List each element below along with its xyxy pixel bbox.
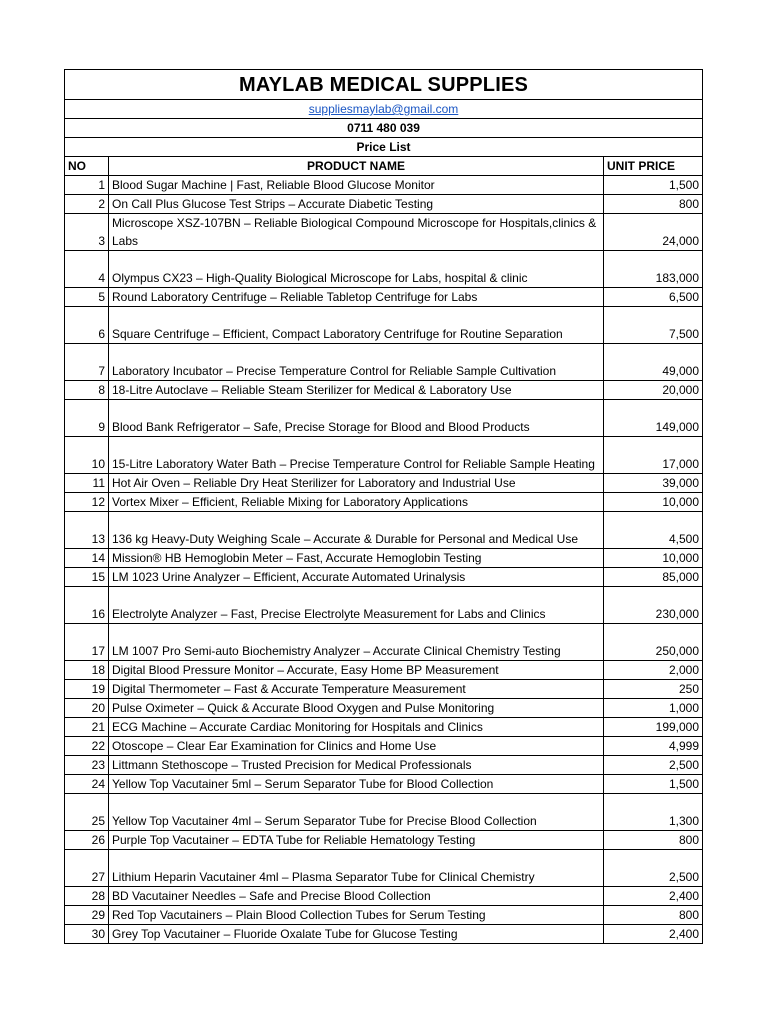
unit-price: 4,999 — [604, 737, 703, 756]
unit-price: 800 — [604, 195, 703, 214]
row-number: 16 — [65, 587, 109, 624]
unit-price: 39,000 — [604, 474, 703, 493]
unit-price: 7,500 — [604, 307, 703, 344]
table-row — [65, 587, 703, 624]
unit-price: 85,000 — [604, 568, 703, 587]
table-row — [65, 794, 703, 831]
table-row — [65, 925, 703, 944]
product-name: Digital Thermometer – Fast & Accurate Temperature Measurement — [109, 680, 604, 699]
product-name: Round Laboratory Centrifuge – Reliable Tabletop Centrifuge for Labs — [109, 288, 604, 307]
table-row — [65, 195, 703, 214]
table-row — [65, 887, 703, 906]
unit-price: 1,300 — [604, 794, 703, 831]
product-name: Olympus CX23 – High-Quality Biological Microscope for Labs, hospital & clinic — [109, 251, 604, 288]
table-row — [65, 549, 703, 568]
unit-price: 20,000 — [604, 381, 703, 400]
product-name: Hot Air Oven – Reliable Dry Heat Sterilizer for Laboratory and Industrial Use — [109, 474, 604, 493]
row-number: 5 — [65, 288, 109, 307]
table-row — [65, 214, 703, 251]
row-number: 12 — [65, 493, 109, 512]
unit-price: 183,000 — [604, 251, 703, 288]
column-header-product-name: PRODUCT NAME — [109, 157, 604, 176]
price-list-heading: Price List — [65, 138, 703, 157]
row-number: 19 — [65, 680, 109, 699]
row-number: 17 — [65, 624, 109, 661]
table-row — [65, 288, 703, 307]
table-row — [65, 400, 703, 437]
row-number: 11 — [65, 474, 109, 493]
column-header-row — [65, 157, 703, 176]
product-name: 136 kg Heavy-Duty Weighing Scale – Accurate & Durable for Personal and Medical Use — [109, 512, 604, 549]
unit-price: 17,000 — [604, 437, 703, 474]
unit-price: 10,000 — [604, 549, 703, 568]
row-number: 14 — [65, 549, 109, 568]
product-name: LM 1023 Urine Analyzer – Efficient, Accurate Automated Urinalysis — [109, 568, 604, 587]
unit-price: 2,500 — [604, 756, 703, 775]
table-row — [65, 756, 703, 775]
product-name: Purple Top Vacutainer – EDTA Tube for Reliable Hematology Testing — [109, 831, 604, 850]
product-name: Square Centrifuge – Efficient, Compact Laboratory Centrifuge for Routine Separation — [109, 307, 604, 344]
row-number: 10 — [65, 437, 109, 474]
email-row — [65, 100, 703, 119]
product-name: LM 1007 Pro Semi-auto Biochemistry Analyzer – Accurate Clinical Chemistry Testing — [109, 624, 604, 661]
unit-price: 2,000 — [604, 661, 703, 680]
unit-price: 6,500 — [604, 288, 703, 307]
product-name: Yellow Top Vacutainer 5ml – Serum Separator Tube for Blood Collection — [109, 775, 604, 794]
row-number: 28 — [65, 887, 109, 906]
unit-price: 199,000 — [604, 718, 703, 737]
row-number: 29 — [65, 906, 109, 925]
row-number: 15 — [65, 568, 109, 587]
unit-price: 230,000 — [604, 587, 703, 624]
product-name: Microscope XSZ-107BN – Reliable Biological Compound Microscope for Hospitals,clinics & Labs — [109, 214, 604, 251]
product-name: Lithium Heparin Vacutainer 4ml – Plasma Separator Tube for Clinical Chemistry — [109, 850, 604, 887]
title-row — [65, 70, 703, 100]
row-number: 1 — [65, 176, 109, 195]
unit-price: 250,000 — [604, 624, 703, 661]
row-number: 30 — [65, 925, 109, 944]
row-number: 20 — [65, 699, 109, 718]
product-name: Blood Sugar Machine | Fast, Reliable Blood Glucose Monitor — [109, 176, 604, 195]
unit-price: 2,500 — [604, 850, 703, 887]
email-link[interactable]: suppliesmaylab@gmail.com — [308, 102, 459, 116]
row-number: 22 — [65, 737, 109, 756]
row-number: 3 — [65, 214, 109, 251]
row-number: 25 — [65, 794, 109, 831]
table-row — [65, 831, 703, 850]
row-number: 6 — [65, 307, 109, 344]
unit-price: 250 — [604, 680, 703, 699]
product-name: Blood Bank Refrigerator – Safe, Precise Storage for Blood and Blood Products — [109, 400, 604, 437]
product-name: Red Top Vacutainers – Plain Blood Collection Tubes for Serum Testing — [109, 906, 604, 925]
subtitle-row — [65, 138, 703, 157]
product-name: BD Vacutainer Needles – Safe and Precise Blood Collection — [109, 887, 604, 906]
price-list-sheet — [64, 69, 702, 944]
table-row — [65, 680, 703, 699]
company-title: MAYLAB MEDICAL SUPPLIES — [65, 70, 703, 100]
product-name: 18-Litre Autoclave – Reliable Steam Sterilizer for Medical & Laboratory Use — [109, 381, 604, 400]
row-number: 9 — [65, 400, 109, 437]
row-number: 21 — [65, 718, 109, 737]
unit-price: 4,500 — [604, 512, 703, 549]
unit-price: 1,500 — [604, 775, 703, 794]
row-number: 18 — [65, 661, 109, 680]
product-name: Digital Blood Pressure Monitor – Accurate, Easy Home BP Measurement — [109, 661, 604, 680]
product-name: Pulse Oximeter – Quick & Accurate Blood Oxygen and Pulse Monitoring — [109, 699, 604, 718]
product-name: Laboratory Incubator – Precise Temperature Control for Reliable Sample Cultivation — [109, 344, 604, 381]
table-row — [65, 850, 703, 887]
column-header-no: NO — [65, 157, 109, 176]
product-name: ECG Machine – Accurate Cardiac Monitoring for Hospitals and Clinics — [109, 718, 604, 737]
table-row — [65, 474, 703, 493]
table-row — [65, 568, 703, 587]
column-header-unit-price: UNIT PRICE — [604, 157, 703, 176]
product-name: Vortex Mixer – Efficient, Reliable Mixing for Laboratory Applications — [109, 493, 604, 512]
row-number: 24 — [65, 775, 109, 794]
phone-number: 0711 480 039 — [65, 119, 703, 138]
row-number: 7 — [65, 344, 109, 381]
unit-price: 800 — [604, 906, 703, 925]
product-name: Grey Top Vacutainer – Fluoride Oxalate Tube for Glucose Testing — [109, 925, 604, 944]
product-name: Otoscope – Clear Ear Examination for Clinics and Home Use — [109, 737, 604, 756]
row-number: 2 — [65, 195, 109, 214]
unit-price: 2,400 — [604, 887, 703, 906]
product-name: Mission® HB Hemoglobin Meter – Fast, Accurate Hemoglobin Testing — [109, 549, 604, 568]
price-table — [64, 69, 703, 944]
row-number: 26 — [65, 831, 109, 850]
table-row — [65, 344, 703, 381]
unit-price: 800 — [604, 831, 703, 850]
table-row — [65, 381, 703, 400]
unit-price: 1,000 — [604, 699, 703, 718]
product-name: On Call Plus Glucose Test Strips – Accurate Diabetic Testing — [109, 195, 604, 214]
product-name: Yellow Top Vacutainer 4ml – Serum Separator Tube for Precise Blood Collection — [109, 794, 604, 831]
table-row — [65, 437, 703, 474]
table-row — [65, 661, 703, 680]
table-row — [65, 699, 703, 718]
row-number: 8 — [65, 381, 109, 400]
table-row — [65, 251, 703, 288]
table-row — [65, 775, 703, 794]
unit-price: 24,000 — [604, 214, 703, 251]
product-name: Electrolyte Analyzer – Fast, Precise Electrolyte Measurement for Labs and Clinics — [109, 587, 604, 624]
table-row — [65, 176, 703, 195]
product-name: 15-Litre Laboratory Water Bath – Precise Temperature Control for Reliable Sample Heating — [109, 437, 604, 474]
row-number: 27 — [65, 850, 109, 887]
phone-row — [65, 119, 703, 138]
row-number: 23 — [65, 756, 109, 775]
table-row — [65, 512, 703, 549]
unit-price: 49,000 — [604, 344, 703, 381]
unit-price: 1,500 — [604, 176, 703, 195]
unit-price: 149,000 — [604, 400, 703, 437]
unit-price: 10,000 — [604, 493, 703, 512]
table-row — [65, 307, 703, 344]
table-row — [65, 624, 703, 661]
product-name: Littmann Stethoscope – Trusted Precision for Medical Professionals — [109, 756, 604, 775]
table-row — [65, 906, 703, 925]
table-row — [65, 718, 703, 737]
row-number: 4 — [65, 251, 109, 288]
unit-price: 2,400 — [604, 925, 703, 944]
table-row — [65, 737, 703, 756]
row-number: 13 — [65, 512, 109, 549]
table-row — [65, 493, 703, 512]
